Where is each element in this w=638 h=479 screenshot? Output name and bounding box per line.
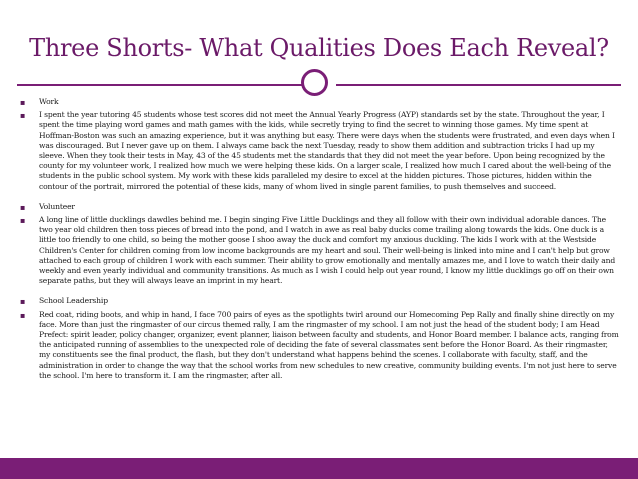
bullet-icon: ▪: [20, 98, 26, 107]
bullet-icon: ▪: [20, 297, 26, 307]
section-body: I spent the year tutoring 45 students whose test scores did not meet the Annual Yearly Progress (AYP) standards set by the state. Throughout the year, I spent the time playing word games and math games with the kids, while secretly trying to find the secret to winning those games. My time spent at Hoffman-Boston was such an amazing experience, but it was anything but easy. There were days when the students were frustrated, and even days when I was discouraged. But I never gave up on them. I always came back the next Tuesday, ready to show them addition and subtraction tricks I had up my sleeve. When they took their tests in May, 43 of the 45 students met the standards that they did not meet the year before. Upon being recognized by the county for my volunteer work, I realized how much we were helping these kids. On a larger scale, I realized how much I cared about the well-being of the students in the public school system. My work with these kids paralleled my desire to excel at the hidden pictures. Those pictures, hidden within the contour of the portrait, mirrored the potential of these kids, many of whom lived in single parent families, to push themselves and succeed.: [39, 110, 615, 191]
bullet-icon: ▪: [20, 111, 26, 121]
section-body: Red coat, riding boots, and whip in hand, I face 700 pairs of eyes as the spotlights twirl around our Homecoming Pep Rally and finally shine directly on my face. More than just the ringmaster of our circus themed rally, I am the ringmaster of my school. I am not just the head of the student body; I am Head Prefect: spirit leader, policy changer, organizer, event planner, liaison between faculty and students, and Honor Board member. I balance acts, ranging from the anticipated running of assemblies to the unexpected role of deciding the fate of several classmates sent before the Honor Board. As their ringmaster, my constituents see the final product, the flash, but they don't understand what happens behind the scenes. I collaborate with faculty, staff, and the administration in order to change the way that the school works from new schedules to new creative, community building events. I'm not just here to serve the school. I'm here to transform it. I am the ringmaster, after all.: [39, 309, 619, 380]
list-item-body-volunteer: [20, 215, 620, 286]
list-item-body-work: [20, 110, 620, 192]
bullet-icon: ▪: [20, 216, 26, 226]
list-item-heading-volunteer: [20, 202, 620, 212]
section-heading: School Leadership: [39, 296, 108, 306]
list-item-body-school-leadership: [20, 310, 620, 381]
list-item-heading-work: [20, 97, 620, 107]
divider-ring-ornament: [301, 69, 328, 96]
bullet-list: [20, 97, 620, 391]
title-divider-right: [336, 84, 621, 86]
title-divider-left: [17, 84, 303, 86]
bullet-icon: ▪: [20, 202, 26, 212]
section-body: A long line of little ducklings dawdles behind me. I begin singing Five Little Ducklings and they all follow with their own individual adorable dances. The two year old children then toss pieces of bread into the pond, and I watch in awe as real baby ducks come trailing along towards the kids. One duck is a little too friendly to one child, so being the mother goose I shoo away the duck and comfort my anxious duckling. The kids I work with at the Westside Children's Center for children coming from low income backgrounds are my heart and soul. Their well-being is linked into mine and I can't help but grow attached to each group of children I work with each summer. Their ability to grow emotionally and mentally amazes me, and I love to watch their daily and weekly and even yearly individual and community transitions. As much as I wish I could help out year round, I know my little ducklings go off on their own separate paths, but they will always leave an imprint in my heart.: [39, 215, 616, 286]
section-heading: Work: [39, 97, 59, 106]
section-heading: Volunteer: [39, 201, 75, 211]
slide-title: Three Shorts- What Qualities Does Each Reveal?: [29, 34, 609, 62]
footer-bar: [0, 458, 638, 479]
bullet-icon: ▪: [20, 310, 26, 320]
list-item-heading-school-leadership: [20, 296, 620, 306]
